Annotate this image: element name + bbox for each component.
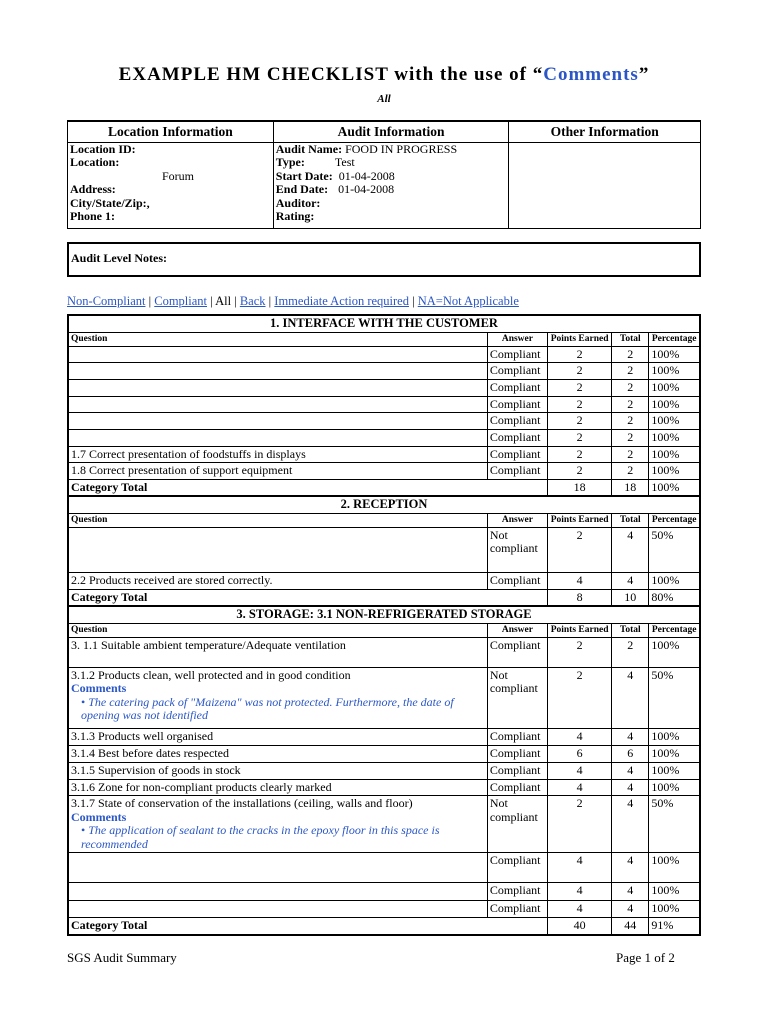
question-text: 2.2 Products received are stored correctly. — [71, 572, 273, 587]
percentage-cell: 50% — [649, 796, 700, 853]
answer-cell: Compliant — [487, 728, 547, 745]
title-highlight: Comments — [543, 64, 639, 85]
percentage-cell: 100% — [649, 572, 700, 589]
points-cell: 2 — [548, 429, 612, 446]
question-text: 3.1.7 State of conservation of the installations (ceiling, walls and floor) — [71, 796, 413, 810]
answer-cell: Compliant — [487, 363, 547, 380]
category-total-percentage: 100% — [649, 479, 700, 496]
question-column-header: Question — [68, 332, 487, 346]
question-cell — [68, 363, 487, 380]
question-cell — [68, 853, 487, 883]
percentage-cell: 100% — [649, 901, 700, 918]
total-column-header: Total — [612, 513, 649, 527]
answer-cell: Compliant — [487, 379, 547, 396]
points-column-header: Points Earned — [548, 513, 612, 527]
question-cell — [68, 796, 487, 853]
audit-info-cell — [273, 142, 509, 228]
checklist-row — [68, 728, 700, 745]
points-cell: 4 — [548, 883, 612, 901]
total-cell: 2 — [612, 396, 649, 413]
percentage-column-header: Percentage — [649, 332, 700, 346]
points-cell: 4 — [548, 572, 612, 589]
checklist-row — [68, 637, 700, 667]
total-cell: 4 — [612, 728, 649, 745]
checklist-row — [68, 346, 700, 363]
answer-cell: Compliant — [487, 463, 547, 480]
points-cell: 4 — [548, 779, 612, 796]
checklist-row — [68, 463, 700, 480]
total-cell: 2 — [612, 429, 649, 446]
checklist-row — [68, 446, 700, 463]
points-cell: 2 — [548, 346, 612, 363]
compliant-link[interactable]: Compliant — [154, 294, 208, 308]
category-total-row — [68, 479, 700, 496]
question-cell — [68, 572, 487, 589]
checklist-row — [68, 413, 700, 430]
comment-text — [71, 824, 485, 851]
points-column-header: Points Earned — [548, 623, 612, 637]
points-column-header: Points Earned — [548, 332, 612, 346]
percentage-cell: 100% — [649, 779, 700, 796]
phone-label: Phone 1: — [70, 209, 115, 223]
filter-links: Non-Compliant | Compliant | All | Back | Immediate Action required | NA=Not Applicable — [67, 294, 519, 308]
question-text: 3.1.4 Best before dates respected — [71, 745, 229, 760]
city-label: City/State/Zip:, — [70, 195, 150, 210]
total-cell: 4 — [612, 762, 649, 779]
address-label: Address: — [70, 182, 116, 196]
total-cell: 4 — [612, 667, 649, 728]
comment-body: The application of sealant to the cracks in the epoxy floor in this space is recommended — [81, 823, 440, 851]
points-cell: 2 — [548, 363, 612, 380]
question-cell — [68, 637, 487, 667]
total-cell: 2 — [612, 363, 649, 380]
points-cell: 4 — [548, 762, 612, 779]
question-column-header: Question — [68, 623, 487, 637]
answer-cell: Not compliant — [487, 796, 547, 853]
start-date-label: Start Date: — [275, 168, 333, 183]
section-header — [68, 315, 700, 332]
total-cell: 4 — [612, 853, 649, 883]
other-info-cell — [509, 142, 701, 228]
answer-cell: Compliant — [487, 779, 547, 796]
section-title: 2. RECEPTION — [68, 496, 700, 513]
location-info-header: Location Information — [68, 121, 274, 142]
question-cell — [68, 762, 487, 779]
location-id-label: Location ID: — [70, 141, 136, 156]
answer-cell: Compliant — [487, 446, 547, 463]
answer-cell: Compliant — [487, 396, 547, 413]
checklist-row — [68, 901, 700, 918]
total-cell: 4 — [612, 883, 649, 901]
question-text: 3.1.2 Products clean, well protected and in good condition — [71, 667, 351, 682]
points-cell: 2 — [548, 379, 612, 396]
points-cell: 2 — [548, 796, 612, 853]
answer-column-header: Answer — [487, 332, 547, 346]
total-cell: 6 — [612, 745, 649, 762]
answer-cell: Compliant — [487, 853, 547, 883]
answer-cell: Not compliant — [487, 667, 547, 728]
points-cell: 2 — [548, 527, 612, 572]
answer-cell: Compliant — [487, 901, 547, 918]
answer-cell: Compliant — [487, 429, 547, 446]
question-cell — [68, 779, 487, 796]
category-total-points: 40 — [548, 918, 612, 935]
points-cell: 4 — [548, 853, 612, 883]
question-cell — [68, 429, 487, 446]
column-headers — [68, 332, 700, 346]
question-cell — [68, 463, 487, 480]
question-cell — [68, 883, 487, 901]
total-column-header: Total — [612, 332, 649, 346]
percentage-cell: 100% — [649, 883, 700, 901]
other-info-header: Other Information — [509, 121, 701, 142]
question-cell — [68, 346, 487, 363]
answer-cell: Not compliant — [487, 527, 547, 572]
page-title: EXAMPLE HM CHECKLIST with the use of “Comments” — [118, 64, 650, 85]
question-cell — [68, 667, 487, 728]
checklist-row — [68, 379, 700, 396]
points-cell: 2 — [548, 413, 612, 430]
answer-column-header: Answer — [487, 623, 547, 637]
percentage-cell: 100% — [649, 346, 700, 363]
question-cell — [68, 527, 487, 572]
column-headers — [68, 513, 700, 527]
percentage-cell: 100% — [649, 745, 700, 762]
question-cell — [68, 379, 487, 396]
type-label: Type: — [275, 155, 305, 169]
question-text: 1.8 Correct presentation of support equipment — [71, 463, 293, 477]
checklist-row — [68, 572, 700, 589]
section-title: 1. INTERFACE WITH THE CUSTOMER — [68, 315, 700, 332]
comment-body: The catering pack of "Maizena" was not protected. Furthermore, the date of opening was not identified — [81, 694, 454, 722]
points-cell: 6 — [548, 745, 612, 762]
all-filter: All — [215, 294, 232, 308]
points-cell: 2 — [548, 396, 612, 413]
total-cell: 4 — [612, 527, 649, 572]
category-total-row — [68, 918, 700, 935]
category-total-label: Category Total — [68, 589, 548, 606]
category-total-points: 8 — [548, 589, 612, 606]
location-value: Forum — [162, 168, 195, 183]
question-cell — [68, 413, 487, 430]
percentage-cell: 100% — [649, 413, 700, 430]
percentage-cell: 50% — [649, 527, 700, 572]
percentage-column-header: Percentage — [649, 513, 700, 527]
info-table — [67, 120, 701, 229]
location-label: Location: — [70, 155, 120, 169]
audit-level-notes: Audit Level Notes: — [67, 242, 701, 277]
category-total-percentage: 91% — [649, 918, 700, 935]
page-number: Page 1 of 2 — [616, 950, 675, 965]
points-cell: 2 — [548, 667, 612, 728]
page-subtitle: All — [377, 93, 391, 105]
category-total-label: Category Total — [68, 918, 548, 935]
checklist-row — [68, 667, 700, 728]
question-cell — [68, 901, 487, 918]
total-cell: 4 — [612, 779, 649, 796]
question-cell — [68, 745, 487, 762]
audit-name-label: Audit Name: — [275, 141, 343, 156]
points-cell: 4 — [548, 728, 612, 745]
percentage-column-header: Percentage — [649, 623, 700, 637]
question-text: 3. 1.1 Suitable ambient temperature/Adequate ventilation — [71, 637, 346, 652]
total-column-header: Total — [612, 623, 649, 637]
checklist-row — [68, 796, 700, 853]
category-total-points: 18 — [548, 479, 612, 496]
total-cell: 4 — [612, 901, 649, 918]
percentage-cell: 100% — [649, 396, 700, 413]
answer-cell: Compliant — [487, 637, 547, 667]
percentage-cell: 100% — [649, 463, 700, 480]
bullet-icon: • — [81, 694, 89, 709]
location-info-cell — [68, 142, 274, 228]
checklist-row — [68, 745, 700, 762]
percentage-cell: 100% — [649, 429, 700, 446]
total-cell: 2 — [612, 379, 649, 396]
checklist-row — [68, 883, 700, 901]
audit-info-header: Audit Information — [273, 121, 509, 142]
question-text: 3.1.3 Products well organised — [71, 728, 214, 743]
category-total-total: 10 — [612, 589, 649, 606]
points-cell: 4 — [548, 901, 612, 918]
checklist-row — [68, 527, 700, 572]
total-cell: 4 — [612, 796, 649, 853]
question-cell — [68, 728, 487, 745]
checklist-row — [68, 363, 700, 380]
type-value: Test — [334, 155, 355, 169]
comments-label: Comments — [71, 809, 127, 824]
checklist-row — [68, 762, 700, 779]
section-title: 3. STORAGE: 3.1 NON-REFRIGERATED STORAGE — [68, 606, 700, 623]
section-header — [68, 496, 700, 513]
checklist-row — [68, 429, 700, 446]
total-cell: 4 — [612, 572, 649, 589]
question-column-header: Question — [68, 513, 487, 527]
question-cell — [68, 446, 487, 463]
category-total-total: 18 — [612, 479, 649, 496]
total-cell: 2 — [612, 413, 649, 430]
percentage-cell: 50% — [649, 667, 700, 728]
answer-cell: Compliant — [487, 745, 547, 762]
percentage-cell: 100% — [649, 853, 700, 883]
answer-cell: Compliant — [487, 346, 547, 363]
immediate-action-link[interactable]: Immediate Action required — [274, 294, 409, 308]
section-header — [68, 606, 700, 623]
category-total-total: 44 — [612, 918, 649, 935]
checklist-table — [67, 314, 701, 936]
comment-text — [71, 696, 485, 723]
footer-title: SGS Audit Summary — [67, 950, 177, 965]
checklist-row — [68, 853, 700, 883]
answer-cell: Compliant — [487, 883, 547, 901]
column-headers — [68, 623, 700, 637]
category-total-label: Category Total — [68, 479, 548, 496]
points-cell: 2 — [548, 463, 612, 480]
question-text: 3.1.6 Zone for non-compliant products clearly marked — [71, 779, 332, 794]
total-cell: 2 — [612, 446, 649, 463]
category-total-percentage: 80% — [649, 589, 700, 606]
checklist-row — [68, 779, 700, 796]
answer-column-header: Answer — [487, 513, 547, 527]
start-date-value: 01-04-2008 — [338, 168, 395, 183]
question-text: 1.7 Correct presentation of foodstuffs in displays — [71, 446, 306, 461]
points-cell: 2 — [548, 446, 612, 463]
end-date-label: End Date: — [275, 182, 329, 196]
percentage-cell: 100% — [649, 379, 700, 396]
audit-name-value: FOOD IN PROGRESS — [345, 141, 458, 156]
percentage-cell: 100% — [649, 446, 700, 463]
back-link[interactable]: Back — [239, 294, 266, 308]
answer-cell: Compliant — [487, 413, 547, 430]
category-total-row — [68, 589, 700, 606]
checklist-row — [68, 396, 700, 413]
answer-cell: Compliant — [487, 762, 547, 779]
total-cell: 2 — [612, 637, 649, 667]
question-text: 3.1.5 Supervision of goods in stock — [71, 762, 241, 777]
non-compliant-link[interactable]: Non-Compliant — [67, 294, 146, 308]
bullet-icon: • — [81, 823, 89, 837]
percentage-cell: 100% — [649, 637, 700, 667]
points-cell: 2 — [548, 637, 612, 667]
question-cell — [68, 396, 487, 413]
percentage-cell: 100% — [649, 762, 700, 779]
percentage-cell: 100% — [649, 363, 700, 380]
end-date-value: 01-04-2008 — [338, 182, 395, 196]
total-cell: 2 — [612, 346, 649, 363]
rating-label: Rating: — [275, 209, 315, 223]
not-applicable-link[interactable]: NA=Not Applicable — [417, 294, 519, 308]
total-cell: 2 — [612, 463, 649, 480]
answer-cell: Compliant — [487, 572, 547, 589]
percentage-cell: 100% — [649, 728, 700, 745]
comments-label: Comments — [71, 681, 127, 695]
auditor-label: Auditor: — [275, 195, 321, 210]
